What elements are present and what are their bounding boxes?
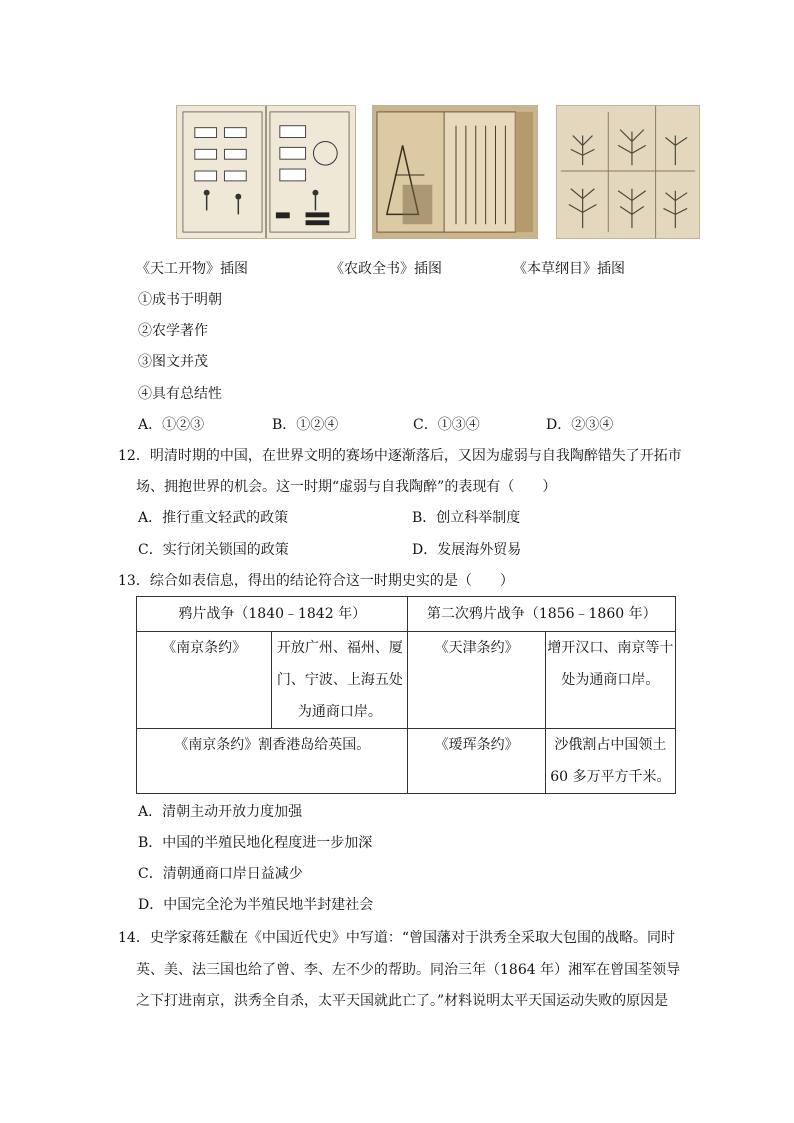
q12-stem-line1: 12．明清时期的中国，在世界文明的赛场中逐渐落后，又因为虚弱与自我陶醉错失了开拓市 xyxy=(118,448,682,464)
table-header-opium-war: 鸦片战争（1840﹣1842 年） xyxy=(137,597,408,632)
q11-option-b[interactable]: B．①②④ xyxy=(272,417,339,433)
nongzheng-quanshu-illustration xyxy=(372,105,538,239)
tianjin-content-line: 增开汉口、南京等十 xyxy=(547,640,674,656)
caption-tiangong-kaiwu: 《天工开物》插图 xyxy=(136,261,248,277)
table-cell-tianjin-content xyxy=(545,632,675,729)
q13-option-a[interactable]: A．清朝主动开放力度加强 xyxy=(138,804,303,820)
q11-statement-3: ③图文并茂 xyxy=(138,354,208,370)
q14-stem-line1: 14．史学家蒋廷黻在《中国近代史》中写道：“曾国藩对于洪秀全采取大包围的战略。同时 xyxy=(118,930,675,946)
table-cell-aihui-content xyxy=(545,729,675,794)
nanjing-content-line: 为通商口岸。 xyxy=(297,704,382,720)
nanjing-content-line: 门、宁波、上海五处 xyxy=(276,672,403,688)
q11-statement-1: ①成书于明朝 xyxy=(138,292,222,308)
caption-bencao-gangmu: 《本草纲目》插图 xyxy=(513,261,625,277)
table-cell-nanjing-content xyxy=(272,632,408,729)
table-cell-hongkong-cession: 《南京条约》割香港岛给英国。 xyxy=(137,729,408,794)
table-cell-aihui-treaty: 《瑷珲条约》 xyxy=(408,729,545,794)
table-header-second-opium-war: 第二次鸦片战争（1856﹣1860 年） xyxy=(408,597,676,632)
q12-option-b[interactable]: B．创立科举制度 xyxy=(412,510,521,526)
q12-option-a[interactable]: A．推行重文轻武的政策 xyxy=(138,510,289,526)
aihui-content-line: 60 多万平方千米。 xyxy=(550,769,671,785)
q13-option-d[interactable]: D．中国完全沦为半殖民地半封建社会 xyxy=(138,897,374,913)
q13-option-b[interactable]: B．中国的半殖民地化程度进一步加深 xyxy=(138,835,373,851)
table-cell-tianjin-treaty: 《天津条约》 xyxy=(408,632,545,729)
table-cell-nanjing-treaty: 《南京条约》 xyxy=(137,632,272,729)
q12-option-c[interactable]: C．实行闭关锁国的政策 xyxy=(138,542,289,558)
q13-stem: 13．综合如表信息，得出的结论符合这一时期史实的是（ ） xyxy=(118,573,514,589)
tiangong-kaiwu-illustration xyxy=(176,105,356,239)
q11-option-c[interactable]: C．①③④ xyxy=(413,417,480,433)
nanjing-content-line: 开放广州、福州、厦 xyxy=(276,640,403,656)
aihui-content-line: 沙俄割占中国领土 xyxy=(554,737,667,753)
q13-option-c[interactable]: C．清朝通商口岸日益减少 xyxy=(138,866,303,882)
q11-option-d[interactable]: D．②③④ xyxy=(546,417,614,433)
q14-stem-line3: 之下打进南京，洪秀全自杀，太平天国就此亡了。”材料说明太平天国运动失败的原因是 xyxy=(136,993,669,1009)
q11-option-a[interactable]: A．①②③ xyxy=(138,417,205,433)
bencao-gangmu-illustration xyxy=(556,105,700,239)
caption-nongzheng-quanshu: 《农政全书》插图 xyxy=(330,261,442,277)
q14-stem-line2: 英、美、法三国也给了曾、李、左不少的帮助。同治三年（1864 年）湘军在曾国荃领导 xyxy=(136,962,681,978)
q13-treaty-table xyxy=(136,596,676,794)
tianjin-content-line: 处为通商口岸。 xyxy=(561,672,660,688)
q12-option-d[interactable]: D．发展海外贸易 xyxy=(412,542,522,558)
q11-statement-2: ②农学著作 xyxy=(138,323,208,339)
q12-stem-line2: 场、拥抱世界的机会。这一时期“虚弱与自我陶醉”的表现有（ ） xyxy=(136,479,557,495)
q11-statement-4: ④具有总结性 xyxy=(138,386,222,402)
